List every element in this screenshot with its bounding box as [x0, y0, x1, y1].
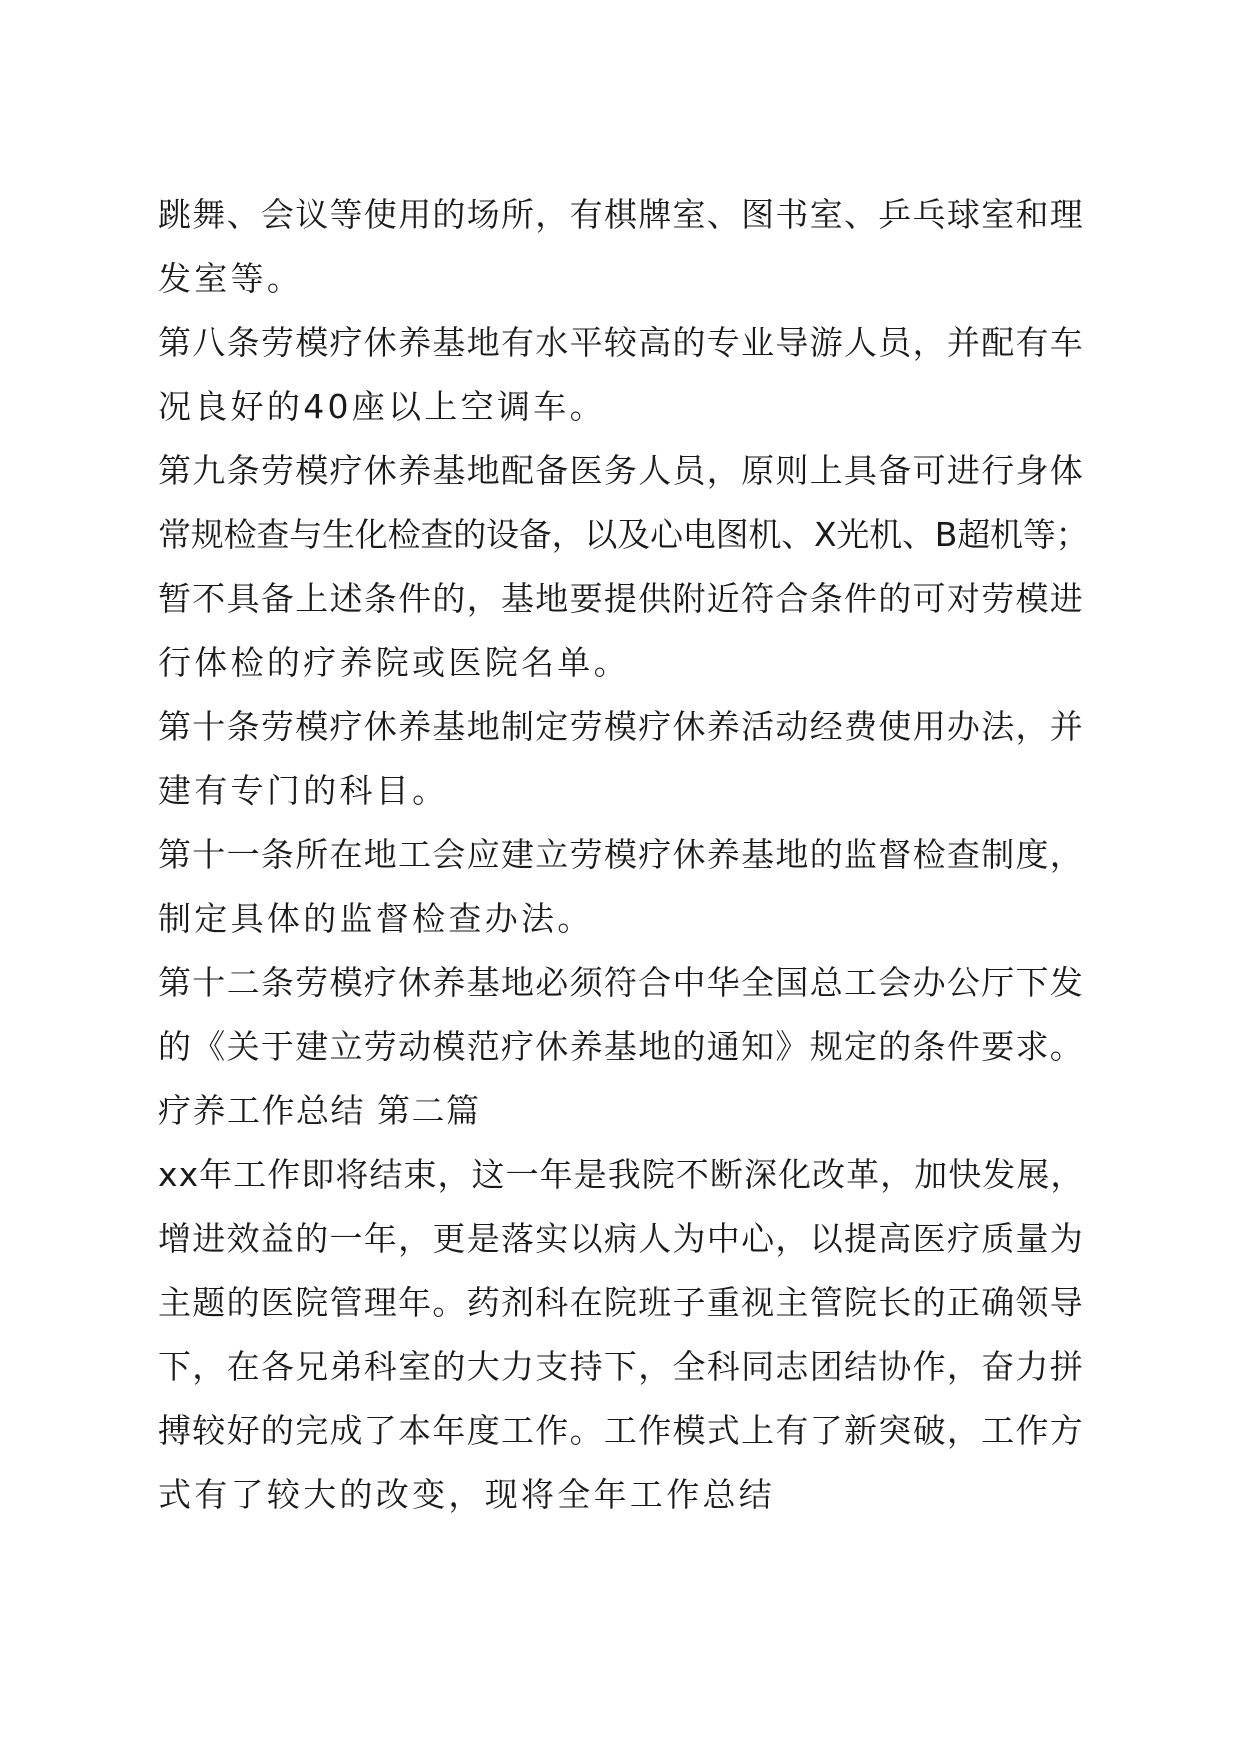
- text-line: 建有专门的科目。: [158, 771, 449, 810]
- text-line: 第八条劳模疗休养基地有水平较高的专业导游人员，并配有车: [158, 323, 1085, 362]
- text-line: 况良好的40座以上空调车。: [158, 387, 606, 426]
- text-line: 下，在各兄弟科室的大力支持下，全科同志团结协作，奋力拼: [158, 1347, 1085, 1386]
- text-line: 增进效益的一年，更是落实以病人为中心，以提高医疗质量为: [158, 1219, 1085, 1258]
- text-line: 第十二条劳模疗休养基地必须符合中华全国总工会办公厅下发: [158, 963, 1085, 1002]
- text-line: 搏较好的完成了本年度工作。工作模式上有了新突破，工作方: [158, 1411, 1085, 1450]
- text-line: 暂不具备上述条件的，基地要提供附近符合条件的可对劳模进: [158, 579, 1085, 618]
- text-line: 发室等。: [158, 259, 304, 298]
- text-line: 常规检查与生化检查的设备，以及心电图机、X光机、B超机等；: [158, 515, 1089, 554]
- text-line: 第十一条所在地工会应建立劳模疗休养基地的监督检查制度，: [158, 835, 1085, 874]
- text-line: 跳舞、会议等使用的场所，有棋牌室、图书室、乒乓球室和理: [158, 195, 1085, 234]
- text-line: 第十条劳模疗休养基地制定劳模疗休养活动经费使用办法，并: [158, 707, 1085, 746]
- document-page: [158, 183, 1088, 1527]
- text-line: 行体检的疗养院或医院名单。: [158, 643, 630, 682]
- text-line: 主题的医院管理年。药剂科在院班子重视主管院长的正确领导: [158, 1283, 1085, 1322]
- text-line: 制定具体的监督检查办法。: [158, 899, 594, 938]
- text-line: 的《关于建立劳动模范疗休养基地的通知》规定的条件要求。: [158, 1027, 1085, 1066]
- text-line: 式有了较大的改变，现将全年工作总结: [158, 1475, 776, 1514]
- text-line: xx年工作即将结束，这一年是我院不断深化改革，加快发展，: [158, 1155, 1085, 1194]
- section-heading: 疗养工作总结 第二篇: [158, 1091, 481, 1130]
- text-line: 第九条劳模疗休养基地配备医务人员，原则上具备可进行身体: [158, 451, 1085, 490]
